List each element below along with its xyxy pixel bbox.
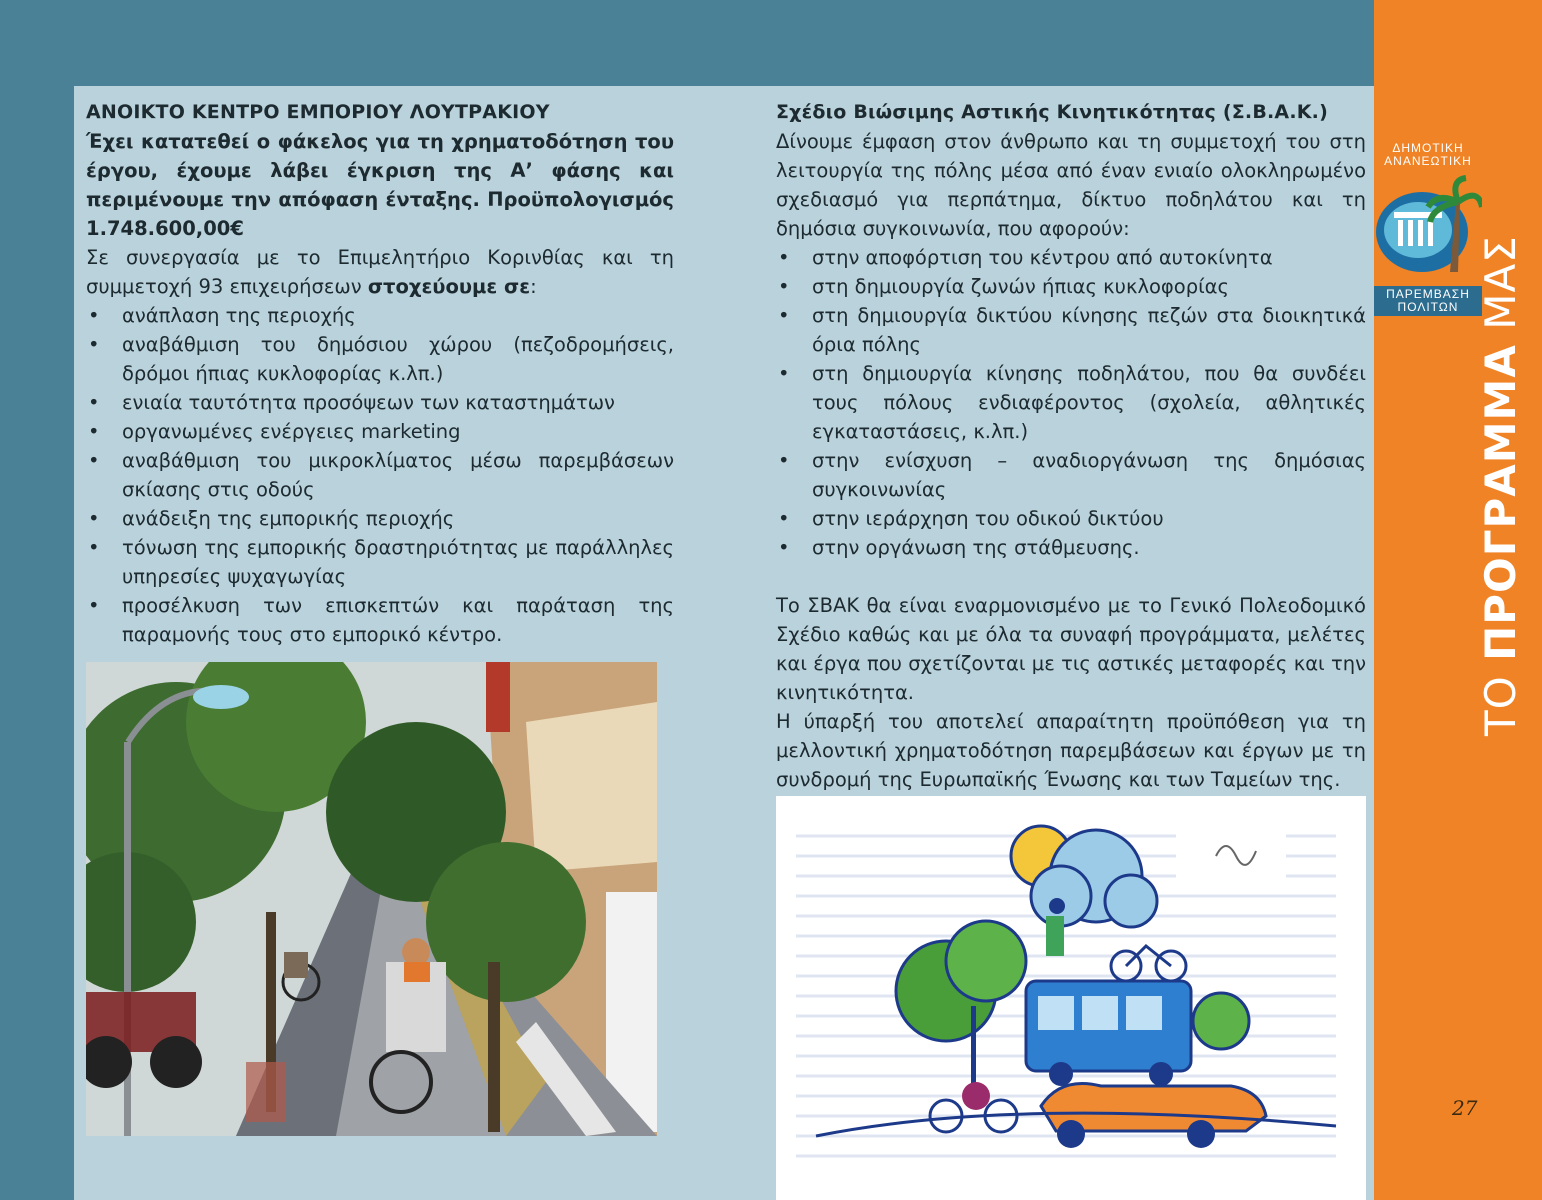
list-item: • αναβάθμιση του δημόσιου χώρου (πεζοδρομήσεις, δρόμοι ήπιας κυκλοφορίας κ.λπ.) — [86, 330, 674, 388]
list-item: • ενιαία ταυτότητα προσόψεων των καταστημάτων — [86, 388, 674, 417]
list-item: • ανάδειξη της εμπορικής περιοχής — [86, 504, 674, 533]
list-item: • τόνωση της εμπορικής δραστηριότητας με παράλληλες υπηρεσίες ψυχαγωγίας — [86, 533, 674, 591]
list-item: • στην οργάνωση της στάθμευσης. — [776, 533, 1366, 562]
logo-line-3: ΠΑΡΕΜΒΑΣΗ — [1386, 287, 1470, 301]
logo-line-2: ΑΝΑΝΕΩΤΙΚΗ — [1384, 154, 1472, 168]
list-item: • στην ενίσχυση – αναδιοργάνωση της δημόσιας συγκοινωνίας — [776, 446, 1366, 504]
left-intro-emph: στοχεύουμε σε — [367, 275, 531, 298]
right-bullet-list — [776, 243, 1366, 562]
left-intro-bold: Έχει κατατεθεί ο φάκελος για τη χρηματοδότηση του έργου, έχουμε λάβει έγκριση της Α’ φάσης και περιμένουμε την απόφαση ένταξης. Προϋπολογισμός 1.748.600,00€ — [86, 130, 674, 240]
street-render-image — [86, 662, 657, 1136]
right-paragraph-1: Το ΣΒΑΚ θα είναι εναρμονισμένο με το Γενικό Πολεοδομικό Σχέδιο καθώς και με όλα τα συναφή προγράμματα, μελέτες και έργα που σχετίζονται με τις αστικές μεταφορές και την κινητικότητα. — [776, 594, 1366, 704]
vertical-section-title — [1476, 235, 1525, 736]
left-intro-text: Σε συνεργασία με το Επιμελητήριο Κορινθίας και τη συμμετοχή 93 επιχειρήσεων — [86, 246, 674, 298]
temple-palm-icon — [1374, 172, 1482, 292]
right-paragraph-2: Η ύπαρξή του αποτελεί απαραίτητη προϋπόθεση για τη μελλοντική χρηματοδότηση παρεμβάσεων και έργων με τη συνδρομή της Ευρωπαϊκής Ένωσης και των Ταμείων της. — [776, 710, 1366, 791]
mobility-illustration — [776, 796, 1366, 1200]
logo-line-4: ΠΟΛΙΤΩΝ — [1397, 300, 1459, 314]
left-column — [86, 98, 674, 649]
left-intro-colon: : — [530, 275, 537, 298]
right-intro: Δίνουμε έμφαση στον άνθρωπο και τη συμμετοχή του στη λειτουργία της πόλης μέσα από έναν ενιαίο ολοκληρωμένο σχεδιασμό για περπάτημα, δίκτυο ποδηλάτου και τη δημόσια συγκοινωνία, που αφορούν: — [776, 130, 1366, 240]
top-band — [0, 0, 1542, 86]
left-bullet-list — [86, 301, 674, 649]
vertical-title-bold: ΠΡΟΓΡΑΜΜΑ — [1476, 344, 1525, 661]
page-number: 27 — [1452, 1096, 1478, 1120]
party-logo — [1374, 138, 1482, 318]
list-item: • στην ιεράρχηση του οδικού δικτύου — [776, 504, 1366, 533]
list-item: • ανάπλαση της περιοχής — [86, 301, 674, 330]
list-item: • οργανωμένες ενέργειες marketing — [86, 417, 674, 446]
right-column — [776, 98, 1366, 794]
spacer — [776, 562, 1366, 591]
list-item: • αναβάθμιση του μικροκλίματος μέσω παρεμβάσεων σκίασης στις οδούς — [86, 446, 674, 504]
vertical-title-pre: ΤΟ — [1476, 660, 1525, 736]
list-item: • στη δημιουργία δικτύου κίνησης πεζών στα διοικητικά όρια πόλης — [776, 301, 1366, 359]
list-item: • στην αποφόρτιση του κέντρου από αυτοκίνητα — [776, 243, 1366, 272]
right-title: Σχέδιο Βιώσιμης Αστικής Κινητικότητας (Σ.Β.Α.Κ.) — [776, 101, 1328, 123]
left-title: ΑΝΟΙΚΤΟ ΚΕΝΤΡΟ ΕΜΠΟΡΙΟΥ ΛΟΥΤΡΑΚΙΟΥ — [86, 101, 550, 123]
left-intro — [86, 243, 674, 301]
list-item: • προσέλκυση των επισκεπτών και παράταση της παραμονής τους στο εμπορικό κέντρο. — [86, 591, 674, 649]
logo-line-1: ΔΗΜΟΤΙΚΗ — [1392, 141, 1464, 155]
list-item: • στη δημιουργία κίνησης ποδηλάτου, που θα συνδέει τους πόλους ενδιαφέροντος (σχολεία, αθλητικές εγκαταστάσεις, κ.λπ.) — [776, 359, 1366, 446]
list-item: • στη δημιουργία ζωνών ήπιας κυκλοφορίας — [776, 272, 1366, 301]
vertical-title-post: ΜΑΣ — [1476, 235, 1525, 345]
